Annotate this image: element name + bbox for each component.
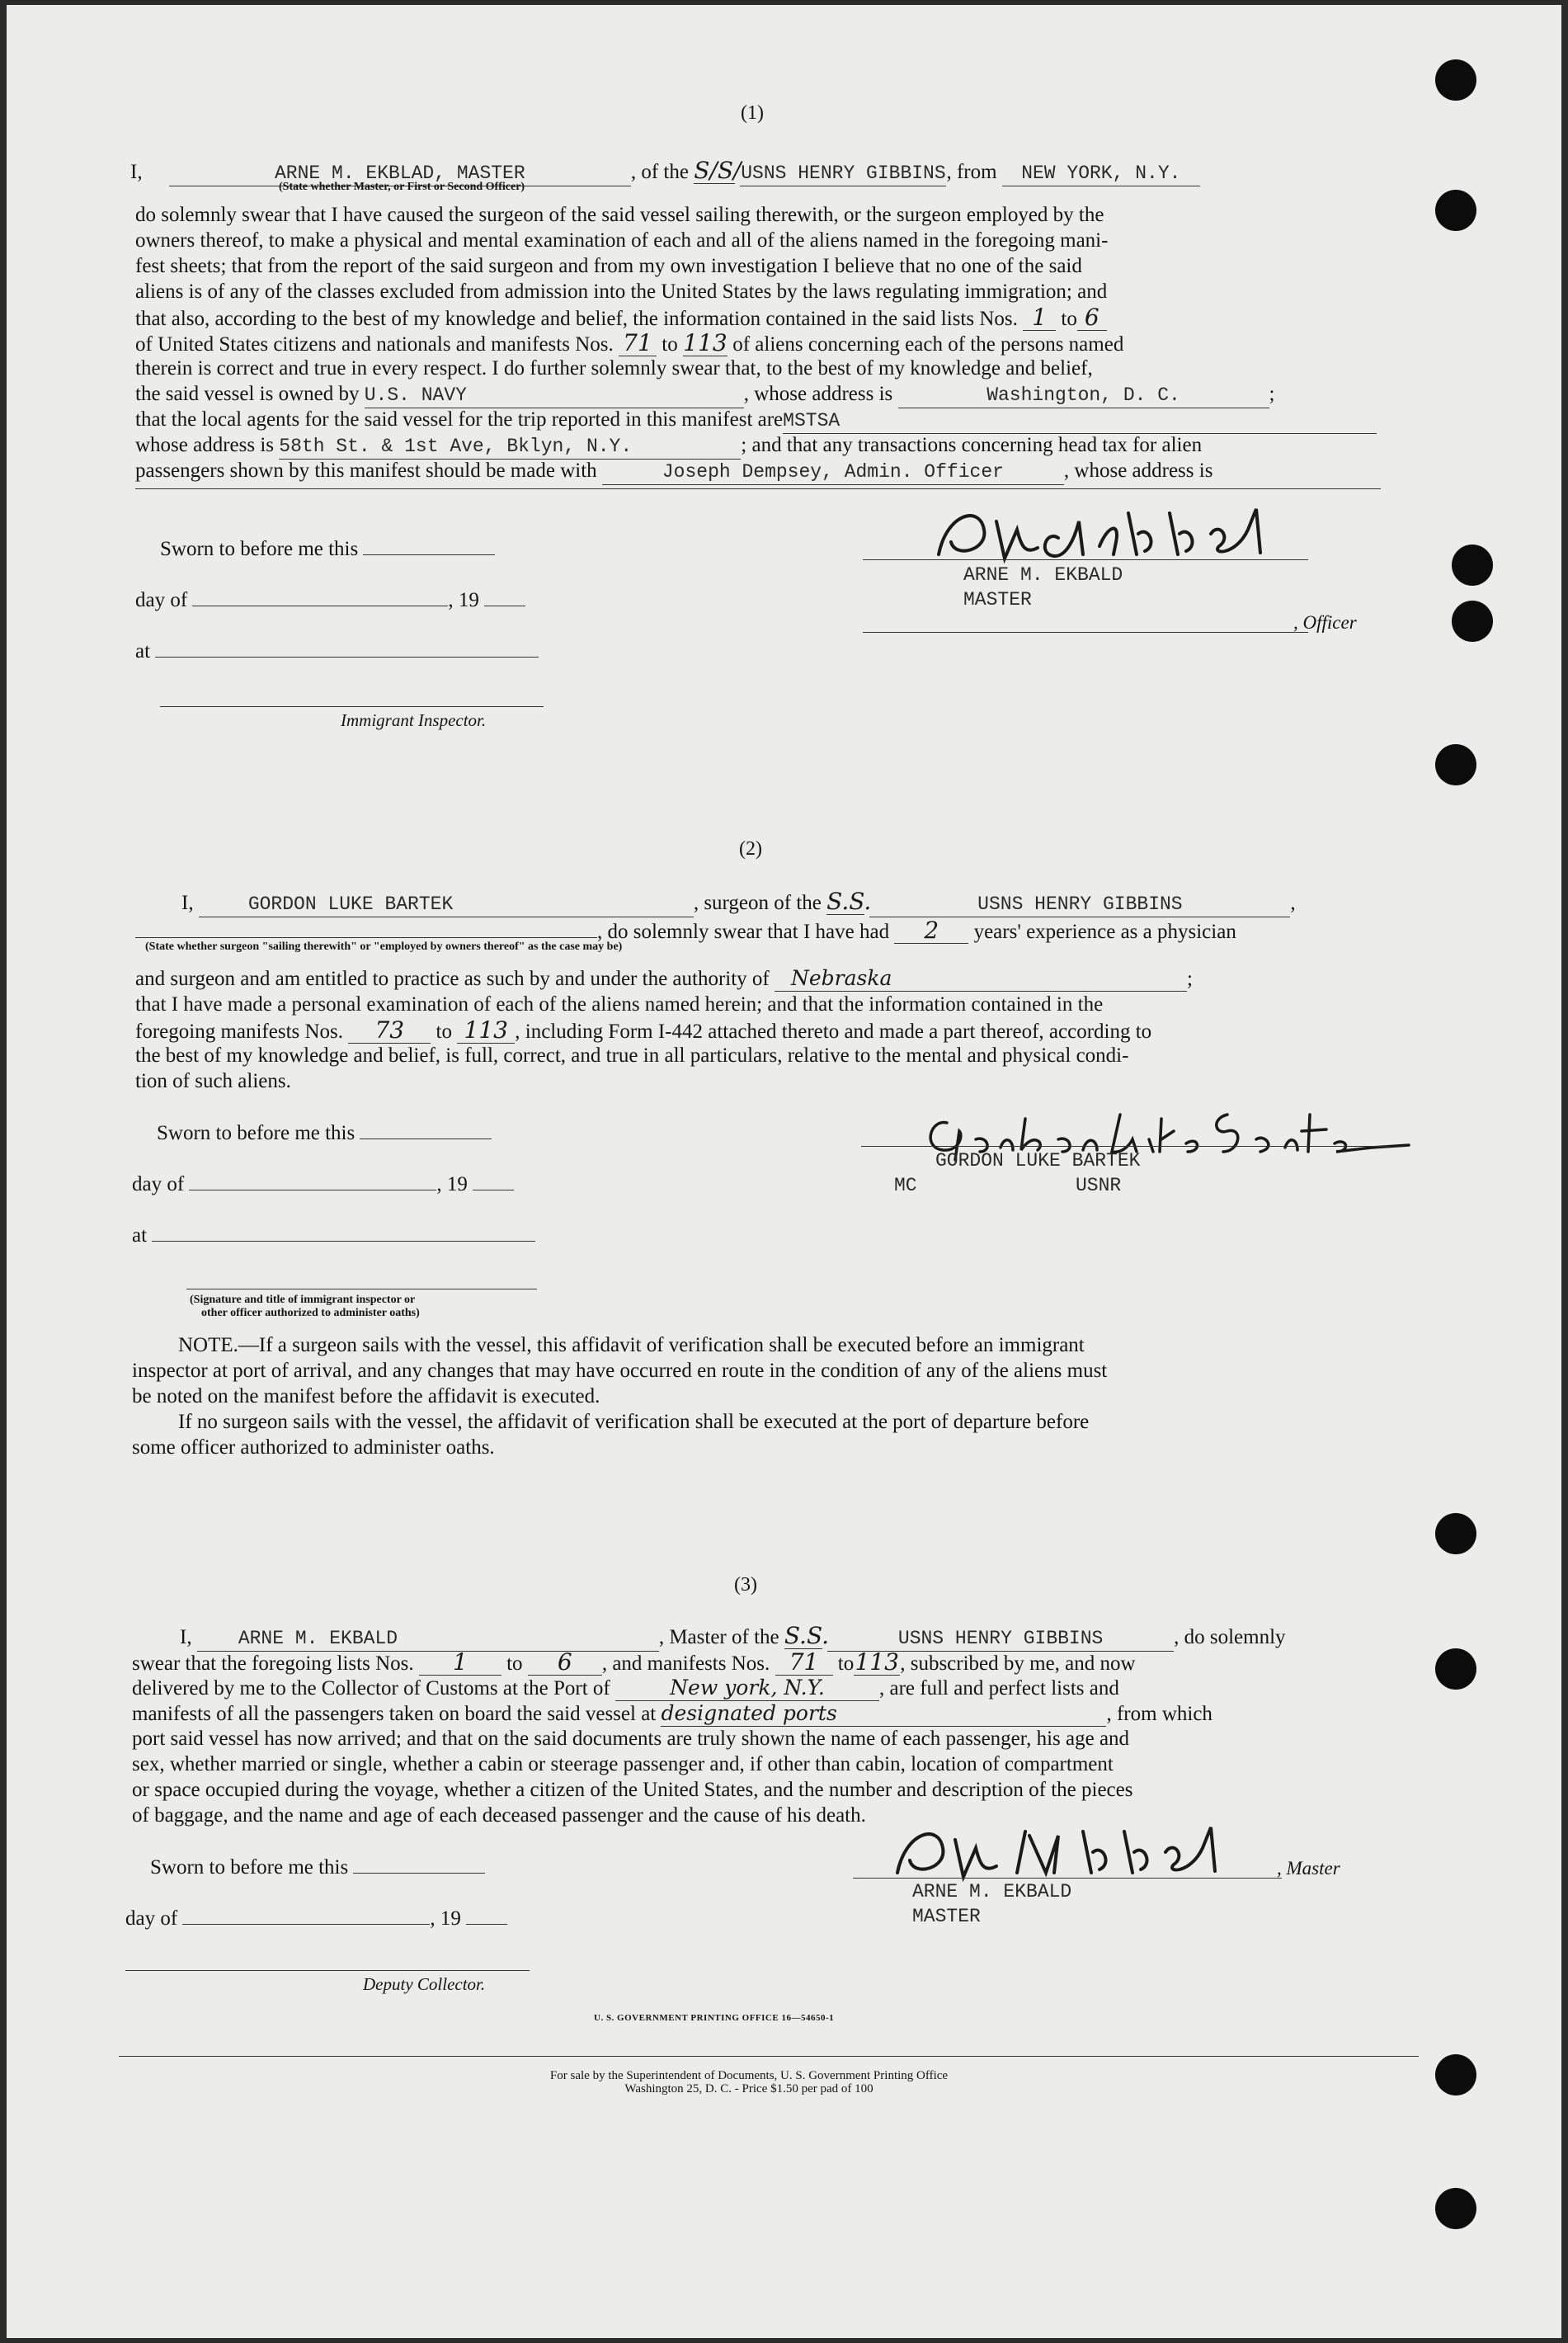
body-text: therein is correct and true in every respect. I do further solemnly swear that, to the best of my knowledge and belief, bbox=[135, 357, 1093, 380]
body-text: aliens is of any of the classes excluded from admission into the United States by the laws regulating immigration; and bbox=[135, 280, 1108, 303]
label: the said vessel is owned by bbox=[135, 383, 360, 405]
section-number: (2) bbox=[739, 838, 762, 860]
year-field bbox=[466, 1902, 507, 1925]
label: Sworn to before me this bbox=[160, 538, 359, 560]
label: to bbox=[436, 1021, 452, 1043]
body-text: the best of my knowledge and belief, is full, correct, and true in all particulars, relative to the mental and physical condi- bbox=[135, 1044, 1129, 1067]
label: to bbox=[837, 1652, 855, 1675]
sworn-date-field bbox=[353, 1851, 485, 1874]
manifests-from-field: 73 bbox=[348, 1018, 431, 1044]
body-text bbox=[132, 1650, 1136, 1676]
sale-notice: For sale by the Superintendent of Documents, U. S. Government Printing Office bbox=[549, 2069, 949, 2082]
punch-hole bbox=[1435, 1648, 1476, 1690]
label: , Master of the bbox=[658, 1626, 779, 1648]
manifests-to-field: 113 bbox=[683, 329, 727, 356]
at-field bbox=[152, 1219, 535, 1242]
inspector-signature-line bbox=[160, 706, 544, 707]
label: day of bbox=[135, 589, 188, 611]
label: , are full and perfect lists and bbox=[879, 1677, 1119, 1700]
sworn-line bbox=[150, 1851, 485, 1880]
manifests-from-field: 71 bbox=[775, 1650, 833, 1676]
body-text bbox=[135, 433, 1202, 460]
note-text: If no surgeon sails with the vessel, the affidavit of verification shall be executed at the port of departure before bbox=[178, 1411, 1090, 1433]
ship-prefix-field: S.S. bbox=[784, 1622, 830, 1649]
officer-label: , Officer bbox=[1293, 612, 1357, 633]
signer-service: USNR bbox=[1076, 1175, 1122, 1196]
body-text: owners thereof, to make a physical and mental examination of each and all of the aliens named in the foregoing mani- bbox=[135, 229, 1109, 252]
label: , whose address is bbox=[1063, 460, 1213, 482]
note-text: NOTE.—If a surgeon sails with the vessel, this affidavit of verification shall be executed before an immigrant bbox=[178, 1334, 1085, 1356]
label: that also, according to the best of my knowledge and belief, the information contained in the said lists Nos. bbox=[135, 308, 1018, 330]
label: at bbox=[135, 640, 151, 662]
collector-label: Deputy Collector. bbox=[363, 1974, 486, 1994]
section-number: (3) bbox=[734, 1574, 757, 1596]
body-text: the said vessel is owned by U.S. NAVY , whose address is Washington, D. C. ; bbox=[135, 382, 1274, 408]
sworn-date-field bbox=[360, 1117, 492, 1139]
label: foregoing manifests Nos. bbox=[135, 1021, 344, 1043]
inspector-label: Immigrant Inspector. bbox=[341, 710, 487, 730]
vessel-name-field: USNS HENRY GIBBINS bbox=[869, 892, 1290, 917]
body-text: and surgeon and am entitled to practice as such by and under the authority of Nebraska ; bbox=[135, 966, 1193, 990]
label: , from bbox=[946, 161, 997, 183]
pronoun: I, bbox=[130, 161, 143, 183]
label: , 19 bbox=[430, 1907, 461, 1930]
sworn-date-field bbox=[363, 533, 495, 555]
body-text: that I have made a personal examination of each of the aliens named herein; and that the information contained in the bbox=[135, 993, 1104, 1016]
signer-name: ARNE M. EKBALD bbox=[912, 1881, 1072, 1902]
body-text bbox=[135, 331, 1123, 357]
body-text bbox=[135, 459, 1212, 485]
lists-from-field: 1 bbox=[1023, 305, 1056, 331]
master-name-field: ARNE M. EKBALD bbox=[197, 1626, 659, 1652]
body-text bbox=[132, 1676, 1119, 1701]
collector-signature-line bbox=[125, 1970, 530, 1971]
owner-address-field: Washington, D. C. bbox=[898, 383, 1269, 408]
agents-address-field: 58th St. & 1st Ave, Bklyn, N.Y. bbox=[279, 434, 741, 460]
punch-hole bbox=[1435, 2188, 1476, 2229]
ship-prefix-field: S/S/ bbox=[694, 157, 742, 184]
label: at bbox=[132, 1224, 148, 1247]
master-label: , Master bbox=[1277, 1858, 1340, 1879]
manifests-to-field: 113 bbox=[457, 1018, 515, 1044]
punch-hole bbox=[1435, 744, 1476, 785]
label: , 19 bbox=[448, 589, 479, 611]
years-field: 2 bbox=[894, 918, 968, 944]
label: , 19 bbox=[436, 1173, 468, 1195]
label: to bbox=[506, 1652, 523, 1675]
label: passengers shown by this manifest should be made with bbox=[135, 460, 597, 482]
sworn-line bbox=[160, 533, 495, 562]
label: , subscribed by me, and now bbox=[900, 1652, 1136, 1675]
manifests-from-field: 71 bbox=[619, 331, 657, 356]
day-of-line bbox=[125, 1902, 507, 1931]
at-field bbox=[155, 635, 539, 658]
address-line bbox=[135, 488, 1381, 489]
label: , whose address is bbox=[743, 383, 893, 405]
lists-to-field: 6 bbox=[528, 1650, 602, 1676]
lists-from-field: 1 bbox=[419, 1650, 501, 1676]
punch-hole bbox=[1452, 544, 1493, 586]
field-instruction: (State whether Master, or First or Second Officer) bbox=[279, 181, 525, 193]
note-text: be noted on the manifest before the affidavit is executed. bbox=[132, 1385, 600, 1407]
surgeon-status-field bbox=[135, 916, 597, 938]
label: that the local agents for the said vessel for the trip reported in this manifest are bbox=[135, 408, 784, 431]
officer-signature-line bbox=[863, 559, 1308, 560]
label: day of bbox=[132, 1173, 185, 1195]
punch-hole bbox=[1452, 601, 1493, 642]
master-name-field: ARNE M. EKBLAD, MASTER bbox=[169, 161, 631, 186]
body-text bbox=[132, 1701, 1212, 1727]
sale-notice: Washington 25, D. C. - Price $1.50 per pad of 100 bbox=[624, 2082, 873, 2096]
note-text: some officer authorized to administer oaths. bbox=[132, 1436, 495, 1459]
sig-instruction: (Signature and title of immigrant inspector or bbox=[190, 1294, 416, 1306]
surgeon-signature-line bbox=[861, 1146, 1389, 1147]
authority-field: Nebraska bbox=[775, 966, 1187, 992]
section-number: (1) bbox=[741, 102, 764, 124]
master-signature-line bbox=[853, 1878, 1282, 1879]
signer-title: MASTER bbox=[963, 589, 1032, 610]
day-field bbox=[192, 584, 448, 606]
footer-rule bbox=[119, 2056, 1419, 2057]
day-field bbox=[182, 1902, 430, 1925]
label: , and manifests Nos. bbox=[601, 1652, 770, 1675]
year-field bbox=[473, 1168, 514, 1190]
body-text bbox=[135, 305, 1107, 332]
surgeon-name-field: GORDON LUKE BARTEK bbox=[199, 892, 694, 917]
pronoun: I, bbox=[181, 892, 194, 914]
label: , do solemnly swear that I have had bbox=[597, 921, 890, 943]
label: and surgeon and am entitled to practice as such by and under the authority of bbox=[135, 968, 770, 990]
body-text: of baggage, and the name and age of each deceased passenger and the cause of his death. bbox=[132, 1804, 866, 1827]
head-tax-contact-field: Joseph Dempsey, Admin. Officer bbox=[602, 460, 1064, 485]
at-line bbox=[132, 1219, 535, 1248]
label: day of bbox=[125, 1907, 178, 1930]
from-port-field: NEW YORK, N.Y. bbox=[1002, 161, 1200, 186]
year-field bbox=[484, 584, 525, 606]
ship-prefix-field: S.S. bbox=[826, 888, 872, 915]
day-field bbox=[189, 1168, 436, 1190]
label: Sworn to before me this bbox=[157, 1122, 356, 1144]
label: , including Form I-442 attached thereto and made a part thereof, according to bbox=[515, 1021, 1152, 1043]
port-field: New york, N.Y. bbox=[615, 1676, 879, 1701]
body-text: sex, whether married or single, whether a cabin or steerage passenger and, if other than cabin, location of compartment bbox=[132, 1753, 1114, 1775]
body-text bbox=[135, 408, 1377, 434]
label: swear that the foregoing lists Nos. bbox=[132, 1652, 414, 1675]
label: delivered by me to the Collector of Customs at the Port of bbox=[132, 1677, 610, 1700]
label: , from which bbox=[1106, 1703, 1212, 1725]
vessel-name-field: USNS HENRY GIBBINS bbox=[827, 1626, 1174, 1652]
gpo-imprint: U. S. GOVERNMENT PRINTING OFFICE 16—54650-1 bbox=[594, 2013, 835, 2023]
signer-title: MASTER bbox=[912, 1906, 981, 1927]
vessel-name-field: USNS HENRY GIBBINS bbox=[740, 161, 946, 186]
body-text: port said vessel has now arrived; and that on the said documents are truly shown the name of each passenger, his age and bbox=[132, 1728, 1130, 1750]
at-line bbox=[135, 635, 539, 664]
body-text: fest sheets; that from the report of the said surgeon and from my own investigation I believe that no one of the said bbox=[135, 255, 1082, 277]
punch-hole bbox=[1435, 1513, 1476, 1554]
field-instruction: (State whether surgeon "sailing therewith" or "employed by owners thereof" as the case may be) bbox=[145, 940, 623, 953]
label: ; and that any transactions concerning head tax for alien bbox=[741, 434, 1203, 456]
label: Sworn to before me this bbox=[150, 1856, 349, 1879]
body-text: do solemnly swear that I have caused the surgeon of the said vessel sailing therewith, or the surgeon employed by the bbox=[135, 204, 1104, 226]
pronoun: I, bbox=[180, 1626, 192, 1648]
label: whose address is bbox=[135, 434, 275, 456]
label: to bbox=[1061, 308, 1077, 330]
note-text: inspector at port of arrival, and any changes that may have occurred en route in the condition of any of the aliens must bbox=[132, 1360, 1108, 1382]
body-text: or space occupied during the voyage, whether a citizen of the United States, and the number and description of the pieces bbox=[132, 1779, 1133, 1801]
local-agents-field: MSTSA bbox=[783, 408, 1377, 434]
label: , of the bbox=[630, 161, 689, 183]
day-of-line bbox=[132, 1168, 514, 1197]
sig-instruction: other officer authorized to administer oaths) bbox=[201, 1307, 420, 1319]
document-page bbox=[7, 5, 1561, 2338]
label: years' experience as a physician bbox=[973, 921, 1236, 943]
label: manifests of all the passengers taken on board the said vessel at bbox=[132, 1703, 657, 1725]
body-text bbox=[135, 1018, 1151, 1044]
label: , do solemnly bbox=[1174, 1626, 1286, 1648]
punch-hole bbox=[1435, 59, 1476, 101]
officer-title-line bbox=[863, 632, 1308, 633]
label: , surgeon of the bbox=[693, 892, 822, 914]
punch-hole bbox=[1435, 2054, 1476, 2096]
ports-field: designated ports bbox=[661, 1701, 1106, 1727]
signer-name: GORDON LUKE BARTEK bbox=[935, 1150, 1141, 1172]
affidavit-line: I, GORDON LUKE BARTEK , surgeon of the S.S. USNS HENRY GIBBINS , bbox=[181, 889, 1296, 917]
owner-field: U.S. NAVY bbox=[365, 383, 744, 408]
body-text: tion of such aliens. bbox=[135, 1070, 291, 1092]
signer-name: ARNE M. EKBALD bbox=[963, 564, 1123, 586]
day-of-line bbox=[135, 584, 525, 613]
punch-hole bbox=[1435, 190, 1476, 231]
label: of United States citizens and nationals and manifests Nos. bbox=[135, 333, 614, 356]
label: to bbox=[662, 333, 678, 356]
sworn-line bbox=[157, 1117, 492, 1146]
signer-corps: MC bbox=[894, 1175, 917, 1196]
manifests-to-field: 113 bbox=[855, 1648, 899, 1676]
lists-to-field: 6 bbox=[1077, 305, 1107, 331]
label: of aliens concerning each of the persons named bbox=[732, 333, 1124, 356]
affidavit-line bbox=[180, 1624, 1286, 1652]
